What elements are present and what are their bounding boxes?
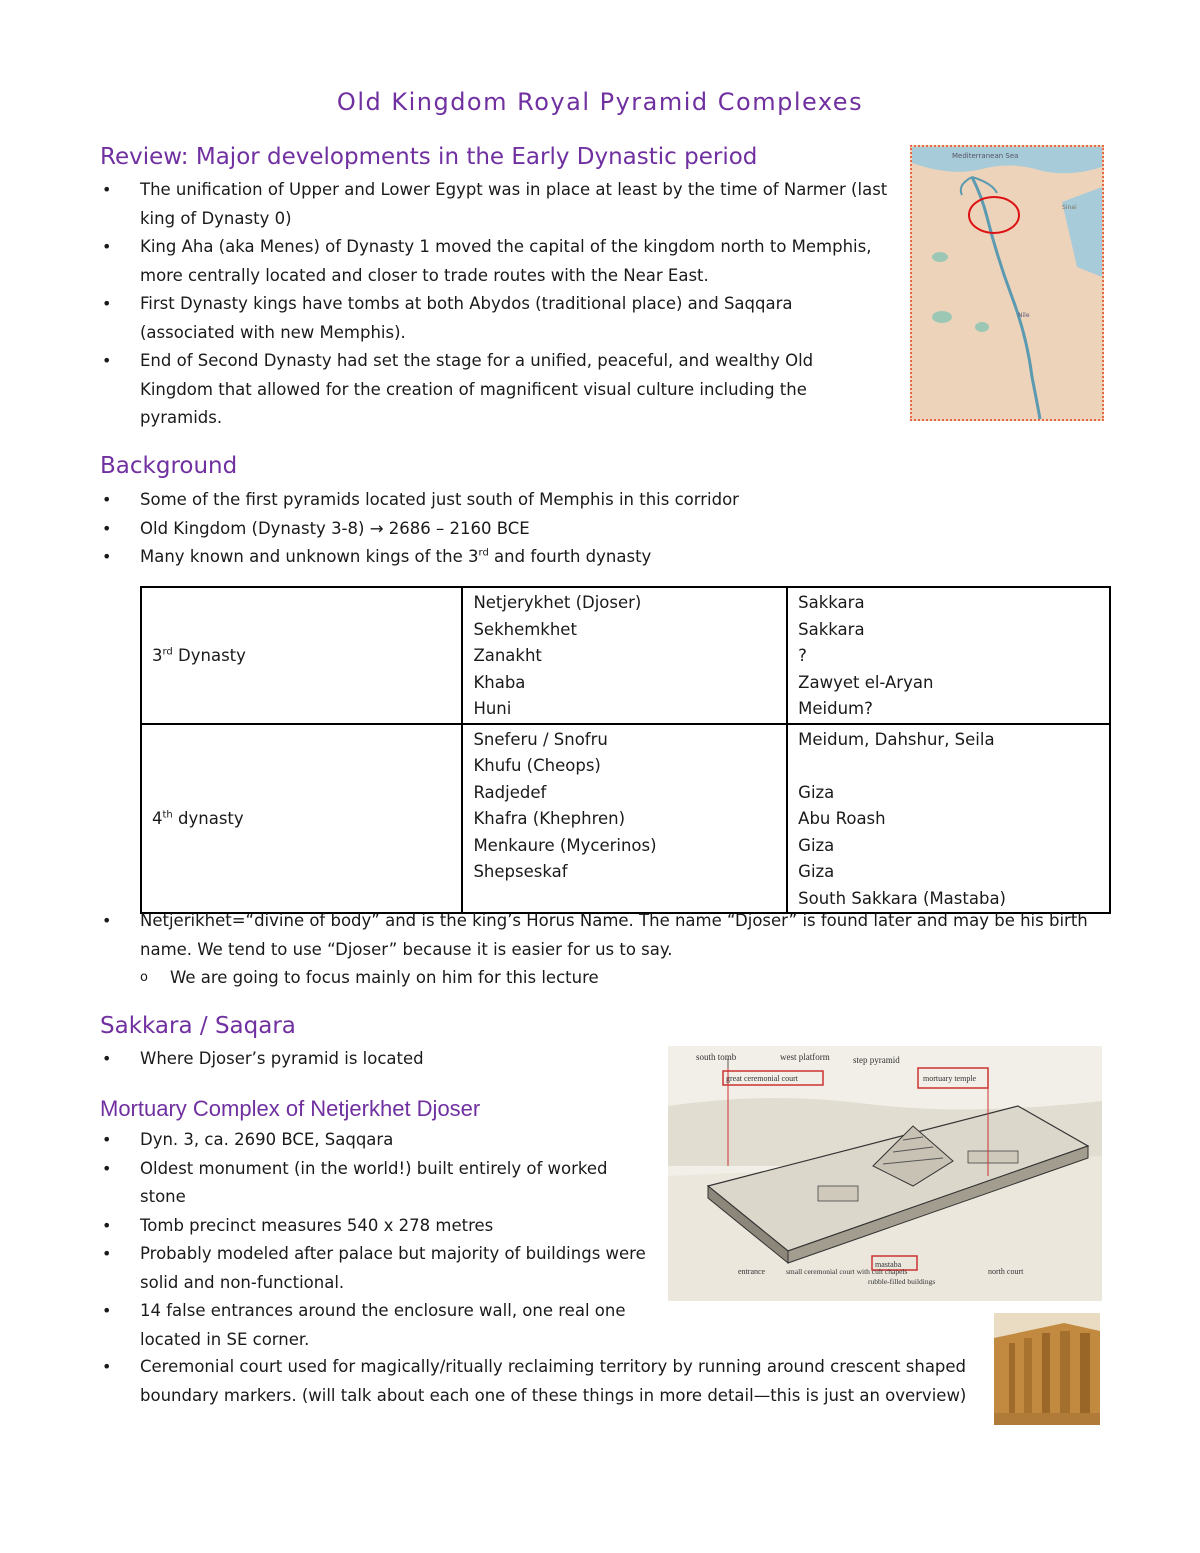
label-rubble: rubble-filled buildings <box>868 1277 936 1286</box>
list-item: • Tomb precinct measures 540 x 278 metres <box>100 1212 655 1241</box>
list-item: • Ceremonial court used for magically/ritually reclaiming territory by running around crescent shaped boundary markers. (will talk about each one of these things in more detail—this is just an overview) <box>100 1353 970 1410</box>
list-item: • Some of the first pyramids located just south of Memphis in this corridor <box>100 486 1100 515</box>
sakkara-heading: Sakkara / Saqara <box>100 1013 296 1039</box>
egypt-map-image <box>910 145 1104 421</box>
sakkara-list <box>100 1045 640 1074</box>
enclosure-wall-photo <box>994 1313 1100 1425</box>
djoser-complex-diagram <box>668 1046 1102 1301</box>
table-row <box>141 587 1110 724</box>
background-list <box>100 486 1100 572</box>
label-great-court: great ceremonial court <box>726 1074 798 1083</box>
label-south-tomb: south tomb <box>696 1052 737 1062</box>
map-illustration <box>912 147 1102 419</box>
list-item: • Dyn. 3, ca. 2690 BCE, Saqqara <box>100 1126 655 1155</box>
page-title: Old Kingdom Royal Pyramid Complexes <box>336 88 864 116</box>
list-item: • Probably modeled after palace but majority of buildings were solid and non-functional. <box>100 1240 655 1297</box>
list-item: • Where Djoser’s pyramid is located <box>100 1045 640 1074</box>
dynasty-table <box>140 586 1111 914</box>
label-mastaba: mastaba <box>875 1260 902 1269</box>
places-cell: Meidum, Dahshur, Seila Giza Abu Roash Giza Giza South Sakkara (Mastaba) <box>787 724 1110 914</box>
kings-cell: Netjerykhet (Djoser) Sekhemkhet Zanakht Khaba Huni <box>462 587 787 724</box>
kings-cell: Sneferu / Snofru Khufu (Cheops) Radjedef Khafra (Khephren) Menkaure (Mycerinos) Shepseskaf <box>462 724 787 914</box>
wall-photo-drawing <box>994 1313 1100 1425</box>
list-item: • Oldest monument (in the world!) built entirely of worked stone <box>100 1155 655 1212</box>
places-cell: Sakkara Sakkara ? Zawyet el-Aryan Meidum? <box>787 587 1110 724</box>
map-river-label: Nile <box>1018 312 1030 319</box>
map-east-label: Sinai <box>1062 204 1077 211</box>
list-item: • King Aha (aka Menes) of Dynasty 1 moved the capital of the kingdom north to Memphis, more centrally located and closer to trade routes with the Near East. <box>100 233 890 290</box>
list-item: • End of Second Dynasty had set the stage for a unified, peaceful, and wealthy Old Kingdom that allowed for the creation of magnificent visual culture including the pyramids. <box>100 347 890 433</box>
list-item: • The unification of Upper and Lower Egypt was in place at least by the time of Narmer (last king of Dynasty 0) <box>100 176 890 233</box>
label-small-court: small ceremonial court with cult chapels <box>786 1267 908 1276</box>
label-north-court: north court <box>988 1267 1024 1276</box>
label-mortuary-temple: mortuary temple <box>923 1074 977 1083</box>
list-item: • 14 false entrances around the enclosure wall, one real one located in SE corner. <box>100 1297 655 1354</box>
sub-list-item: o We are going to focus mainly on him for this lecture <box>110 964 1010 993</box>
dynasty-cell: 4th dynasty <box>141 724 462 914</box>
dynasty-cell: 3rd Dynasty <box>141 587 462 724</box>
background-heading: Background <box>100 453 238 479</box>
label-west-platform: west platform <box>780 1052 830 1062</box>
review-list <box>100 176 890 433</box>
mortuary-list-wide <box>100 1353 970 1410</box>
label-entrance: entrance <box>738 1267 766 1276</box>
list-item: • First Dynasty kings have tombs at both Abydos (traditional place) and Saqqara (associated with new Memphis). <box>100 290 890 347</box>
arrow-icon: → <box>369 518 384 538</box>
label-step-pyramid: step pyramid <box>853 1055 900 1065</box>
mortuary-heading: Mortuary Complex of Netjerkhet Djoser <box>100 1096 481 1121</box>
list-item: • Many known and unknown kings of the 3rd and fourth dynasty <box>100 543 1100 572</box>
sub-list <box>110 964 1010 993</box>
map-sea-label: Mediterranean Sea <box>952 152 1019 160</box>
list-item: • Old Kingdom (Dynasty 3-8) → 2686 – 2160 BCE <box>100 515 1100 544</box>
table-row <box>141 724 1110 914</box>
review-heading: Review: Major developments in the Early Dynastic period <box>100 144 758 170</box>
mortuary-list <box>100 1126 655 1354</box>
complex-drawing <box>668 1046 1102 1301</box>
list-item: • Netjerikhet=“divine of body” and is the king’s Horus Name. The name “Djoser” is found later and may be his birth name. We tend to use “Djoser” because it is easier for us to say. <box>100 907 1100 964</box>
after-table-list <box>100 907 1100 964</box>
